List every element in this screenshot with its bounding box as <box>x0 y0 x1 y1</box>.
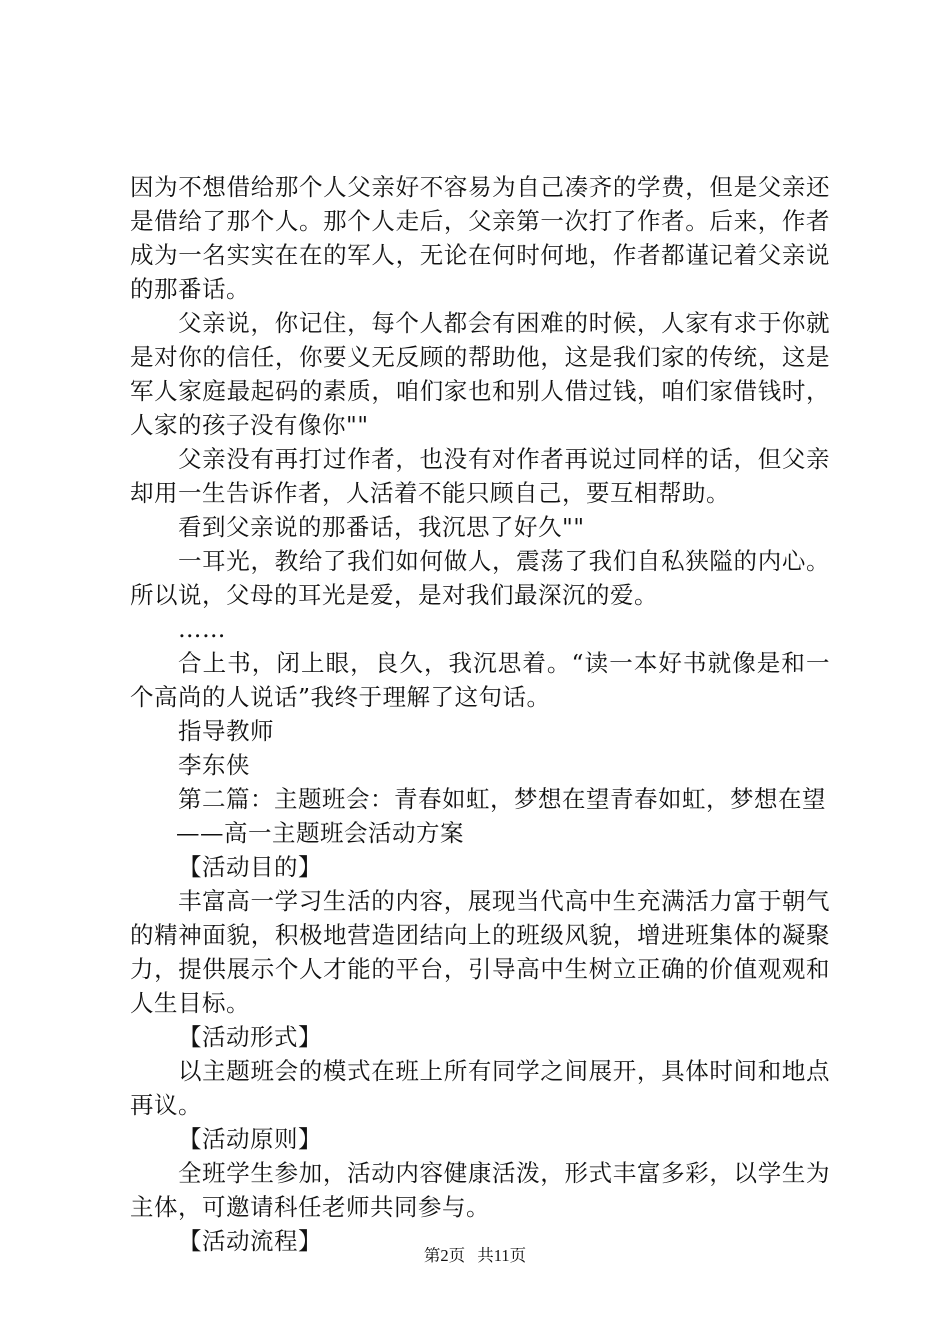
section-subtitle: ——高一主题班会活动方案 <box>176 819 464 847</box>
section-title: 第二篇：主题班会：青春如虹，梦想在望青春如虹，梦想在望 <box>178 785 826 813</box>
ellipsis-line: …… <box>178 615 226 643</box>
paragraph: 看到父亲说的那番话，我沉思了好久"" <box>178 513 585 541</box>
page-number: 第2页 <box>423 1246 466 1265</box>
instructor-name: 李东侠 <box>178 751 250 779</box>
document-body <box>130 170 830 1258</box>
paragraph: 合上书，闭上眼，良久，我沉思着。“读一本好书就像是和一个高尚的人说话”我终于理解了这句话。 <box>130 649 830 711</box>
paragraph: 一耳光，教给了我们如何做人，震荡了我们自私狭隘的内心。所以说，父母的耳光是爱，是对我们最深沉的爱。 <box>130 547 830 609</box>
paragraph: 父亲说，你记住，每个人都会有困难的时候，人家有求于你就是对你的信任，你要义无反顾的帮助他，这是我们家的传统，这是军人家庭最起码的素质，咱们家也和别人借过钱，咱们家借钱时，人家的孩子没有像你"" <box>130 309 830 439</box>
page-footer <box>0 1242 950 1266</box>
paragraph: 以主题班会的模式在班上所有同学之间展开，具体时间和地点再议。 <box>130 1057 830 1119</box>
section-heading: 【活动流程】 <box>178 1227 322 1255</box>
page-total: 共11页 <box>477 1246 527 1265</box>
paragraph: 全班学生参加，活动内容健康活泼，形式丰富多彩，以学生为主体，可邀请科任老师共同参与。 <box>130 1159 830 1221</box>
paragraph: 丰富高一学习生活的内容，展现当代高中生充满活力富于朝气的精神面貌，积极地营造团结向上的班级风貌，增进班集体的凝聚力，提供展示个人才能的平台，引导高中生树立正确的价值观观和人生目标。 <box>130 887 830 1017</box>
instructor-label: 指导教师 <box>178 717 274 745</box>
section-heading: 【活动形式】 <box>178 1023 322 1051</box>
paragraph: 因为不想借给那个人父亲好不容易为自己凑齐的学费，但是父亲还是借给了那个人。那个人走后，父亲第一次打了作者。后来，作者成为一名实实在在的军人，无论在何时何地，作者都谨记着父亲说的那番话。 <box>130 173 830 303</box>
section-heading: 【活动目的】 <box>178 853 322 881</box>
section-heading: 【活动原则】 <box>178 1125 322 1153</box>
paragraph: 父亲没有再打过作者，也没有对作者再说过同样的话，但父亲却用一生告诉作者，人活着不能只顾自己，要互相帮助。 <box>130 445 830 507</box>
